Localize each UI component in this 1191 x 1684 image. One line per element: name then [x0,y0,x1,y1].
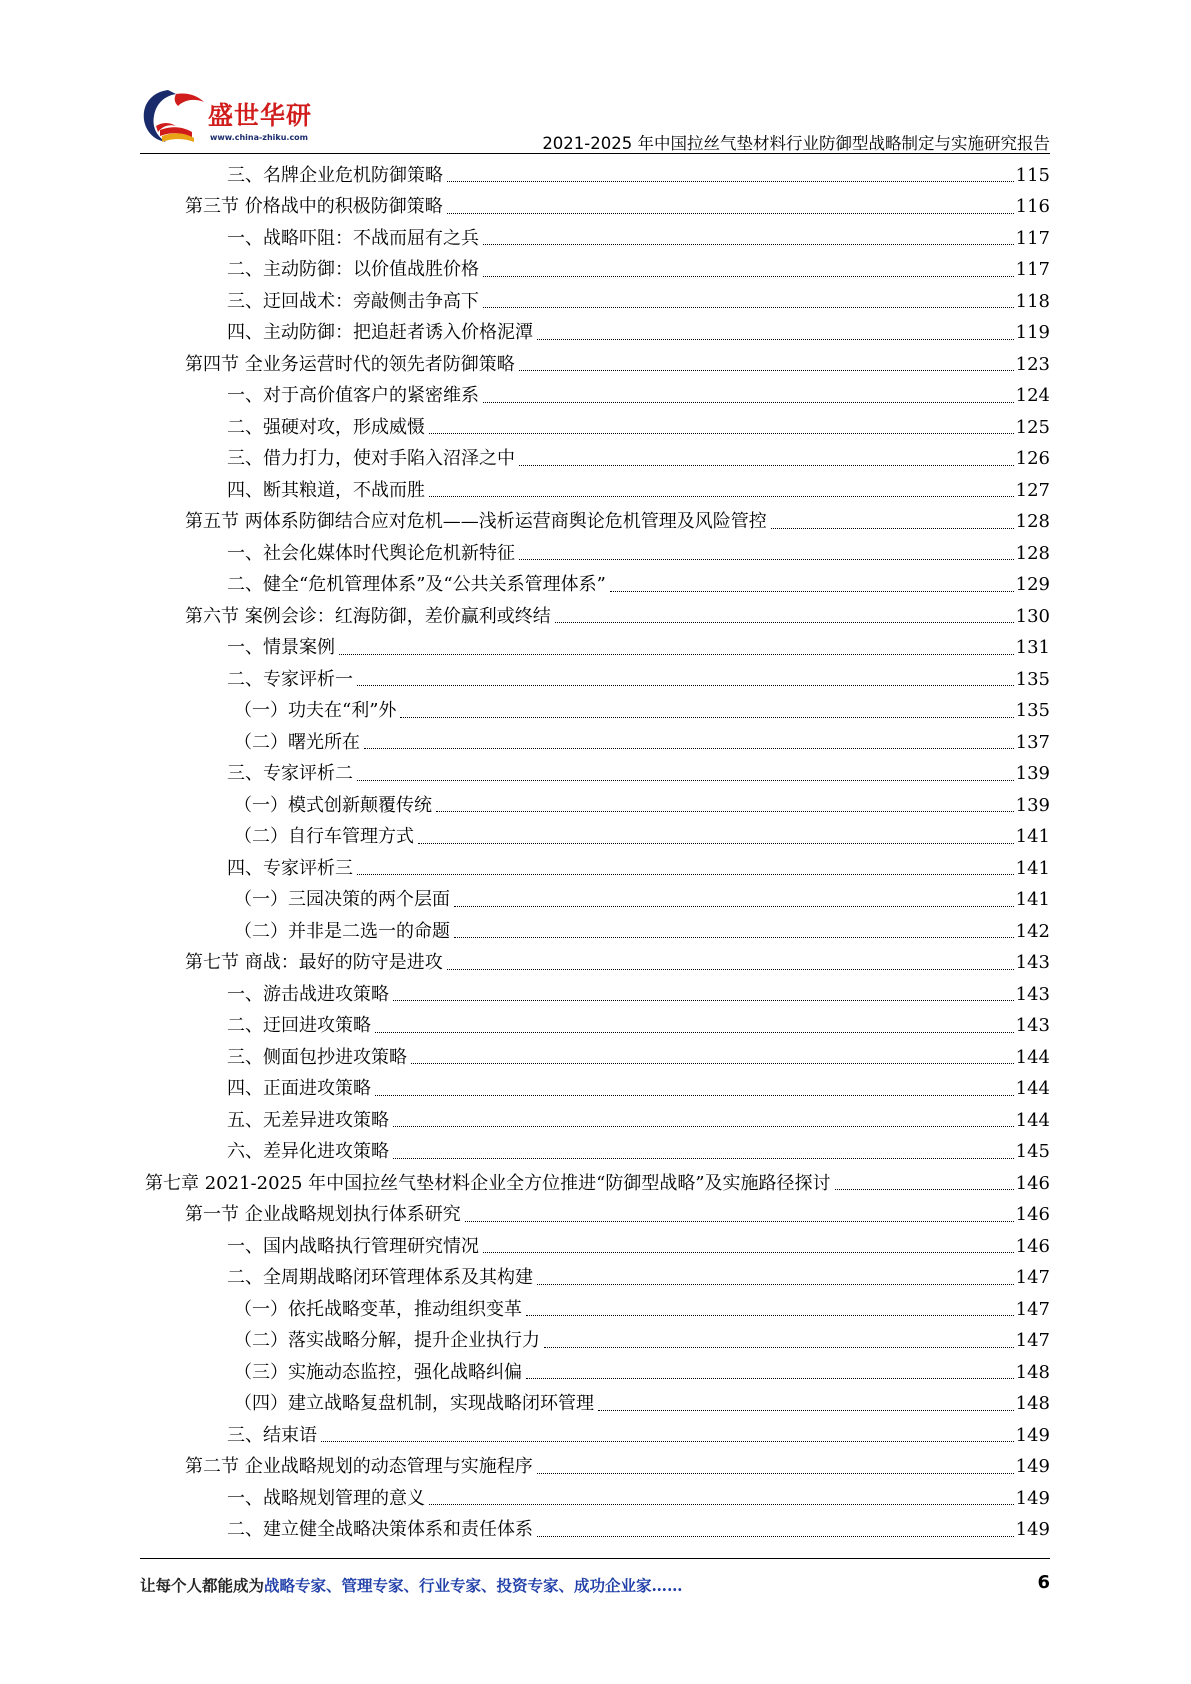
toc-entry-page: 144 [1015,1078,1050,1100]
toc-dot-leader [519,370,1014,371]
toc-entry[interactable] [145,223,1050,255]
toc-entry[interactable] [145,790,1050,822]
footer-slogan [140,1574,683,1596]
toc-dot-leader [447,181,1014,182]
toc-entry-label: 一、国内战略执行管理研究情况 [227,1235,479,1257]
toc-entry[interactable] [145,1105,1050,1137]
toc-dot-leader [610,591,1014,592]
toc-dot-leader [357,685,1014,686]
toc-entry-label: 二、健全“危机管理体系”及“公共关系管理体系” [227,574,606,596]
toc-dot-leader [393,1000,1014,1001]
toc-entry-page: 125 [1015,416,1050,438]
page-number: 6 [1037,1572,1050,1593]
toc-entry-page: 131 [1015,637,1050,659]
toc-entry-page: 144 [1015,1046,1050,1068]
toc-entry[interactable] [145,1074,1050,1106]
toc-entry-page: 126 [1015,448,1050,470]
footer-slogan-highlight: 战略专家、管理专家、行业专家、投资专家、成功企业家…… [264,1576,683,1595]
toc-dot-leader [447,213,1014,214]
toc-dot-leader [429,496,1014,497]
header-divider [140,153,1050,154]
toc-entry-label: 第六节 案例会诊：红海防御，差价赢利或终结 [185,605,551,627]
toc-dot-leader [447,969,1014,970]
toc-entry-page: 143 [1015,1015,1050,1037]
toc-entry-label: 二、建立健全战略决策体系和责任体系 [227,1519,533,1541]
toc-entry[interactable] [145,1263,1050,1295]
toc-entry-page: 141 [1015,857,1050,879]
toc-entry[interactable] [145,318,1050,350]
toc-entry[interactable] [145,381,1050,413]
toc-entry-label: （二）并非是二选一的命题 [234,920,450,942]
toc-entry-label: 三、结束语 [227,1424,317,1446]
toc-entry-label: 第三节 价格战中的积极防御策略 [185,196,443,218]
toc-entry-page: 148 [1015,1393,1050,1415]
toc-entry-page: 130 [1015,605,1050,627]
toc-entry-page: 137 [1015,731,1050,753]
toc-dot-leader [321,1441,1014,1442]
toc-dot-leader [357,780,1014,781]
toc-entry-page: 117 [1015,227,1050,249]
toc-dot-leader [375,1095,1014,1096]
toc-entry-page: 139 [1015,794,1050,816]
toc-entry-label: 三、借力打力，使对手陷入沼泽之中 [227,448,515,470]
toc-entry-label: 一、战略吓阻：不战而屈有之兵 [227,227,479,249]
toc-entry[interactable] [145,696,1050,728]
toc-entry-label: 三、侧面包抄进攻策略 [227,1046,407,1068]
toc-entry-page: 149 [1015,1424,1050,1446]
toc-dot-leader [526,1315,1014,1316]
toc-entry-label: 第七章 2021-2025 年中国拉丝气垫材料企业全方位推进“防御型战略”及实施路径探讨 [145,1172,831,1194]
toc-entry-page: 128 [1015,511,1050,533]
toc-entry-page: 149 [1015,1456,1050,1478]
toc-entry-page: 148 [1015,1361,1050,1383]
toc-entry-label: 一、社会化媒体时代舆论危机新特征 [227,542,515,564]
toc-entry-label: 一、战略规划管理的意义 [227,1487,425,1509]
toc-entry-page: 115 [1015,164,1050,186]
toc-entry[interactable] [145,475,1050,507]
toc-entry-page: 149 [1015,1487,1050,1509]
toc-entry-label: 三、名牌企业危机防御策略 [227,164,443,186]
toc-entry[interactable] [145,1389,1050,1421]
toc-entry-label: 四、专家评析三 [227,857,353,879]
toc-entry-page: 139 [1015,763,1050,785]
toc-entry[interactable] [145,853,1050,885]
toc-entry-page: 118 [1015,290,1050,312]
toc-dot-leader [598,1410,1014,1411]
toc-entry[interactable] [145,538,1050,570]
toc-entry[interactable] [145,286,1050,318]
toc-dot-leader [411,1063,1014,1064]
toc-entry-page: 147 [1015,1330,1050,1352]
toc-dot-leader [537,1473,1014,1474]
toc-entry-label: （一）功夫在“利”外 [234,700,397,722]
table-of-contents [145,160,1050,1546]
toc-dot-leader [454,906,1014,907]
toc-entry-label: 一、情景案例 [227,637,335,659]
toc-entry-label: 三、专家评析二 [227,763,353,785]
toc-entry[interactable] [145,255,1050,287]
toc-entry[interactable] [145,192,1050,224]
toc-entry-page: 142 [1015,920,1050,942]
toc-dot-leader [483,402,1014,403]
toc-entry-page: 149 [1015,1519,1050,1541]
toc-entry-page: 141 [1015,826,1050,848]
toc-entry-page: 147 [1015,1298,1050,1320]
toc-dot-leader [526,1378,1014,1379]
logo-emblem-icon [140,86,210,148]
logo-url: www.china-zhiku.com [210,133,309,142]
report-title: 2021-2025 年中国拉丝气垫材料行业防御型战略制定与实施研究报告 [542,134,1050,153]
toc-entry[interactable] [145,1420,1050,1452]
toc-entry[interactable] [145,1483,1050,1515]
toc-entry-label: （二）曙光所在 [234,731,360,753]
toc-dot-leader [537,1284,1014,1285]
toc-dot-leader [339,654,1014,655]
toc-dot-leader [483,1252,1014,1253]
toc-entry-label: （四）建立战略复盘机制，实现战略闭环管理 [234,1393,594,1415]
toc-entry-label: 第五节 两体系防御结合应对危机——浅析运营商舆论危机管理及风险管控 [185,511,767,533]
toc-entry-label: 二、专家评析一 [227,668,353,690]
toc-dot-leader [537,339,1014,340]
toc-entry-label: （二）落实战略分解，提升企业执行力 [234,1330,540,1352]
toc-entry[interactable] [145,412,1050,444]
toc-entry-label: 二、强硬对攻，形成威慑 [227,416,425,438]
toc-entry-page: 143 [1015,952,1050,974]
toc-entry-label: 第四节 全业务运营时代的领先者防御策略 [185,353,515,375]
toc-dot-leader [454,937,1014,938]
toc-entry-label: （三）实施动态监控，强化战略纠偏 [234,1361,522,1383]
toc-dot-leader [357,874,1014,875]
toc-entry[interactable] [145,822,1050,854]
toc-entry-label: （一）依托战略变革，推动组织变革 [234,1298,522,1320]
toc-dot-leader [835,1189,1014,1190]
toc-entry-label: 二、迂回进攻策略 [227,1015,371,1037]
toc-dot-leader [364,748,1014,749]
toc-dot-leader [429,1504,1014,1505]
toc-dot-leader [483,244,1014,245]
toc-entry[interactable] [145,601,1050,633]
toc-dot-leader [429,433,1014,434]
toc-entry[interactable] [145,1326,1050,1358]
toc-entry[interactable] [145,948,1050,980]
toc-entry-label: 六、差异化进攻策略 [227,1141,389,1163]
toc-entry-label: 四、断其粮道，不战而胜 [227,479,425,501]
toc-entry-page: 135 [1015,668,1050,690]
toc-dot-leader [483,307,1014,308]
page-footer [140,1572,1050,1600]
toc-entry-label: 五、无差异进攻策略 [227,1109,389,1131]
toc-dot-leader [519,465,1014,466]
toc-entry-page: 144 [1015,1109,1050,1131]
toc-entry-page: 146 [1015,1172,1050,1194]
footer-slogan-prefix: 让每个人都能成为 [140,1576,265,1595]
toc-dot-leader [393,1158,1014,1159]
toc-entry-label: 第二节 企业战略规划的动态管理与实施程序 [185,1456,533,1478]
toc-entry[interactable] [145,1168,1050,1200]
toc-dot-leader [436,811,1014,812]
toc-entry-label: 二、主动防御：以价值战胜价格 [227,259,479,281]
toc-entry-page: 119 [1015,322,1050,344]
toc-entry-page: 117 [1015,259,1050,281]
toc-entry-page: 127 [1015,479,1050,501]
toc-entry[interactable] [145,885,1050,917]
toc-dot-leader [544,1347,1014,1348]
toc-entry-label: 四、正面进攻策略 [227,1078,371,1100]
toc-entry[interactable] [145,1042,1050,1074]
toc-entry-page: 124 [1015,385,1050,407]
toc-entry-label: 二、全周期战略闭环管理体系及其构建 [227,1267,533,1289]
toc-entry-label: 第七节 商战：最好的防守是进攻 [185,952,443,974]
toc-entry-label: （一）模式创新颠覆传统 [234,794,432,816]
toc-dot-leader [483,276,1014,277]
toc-entry-label: 第一节 企业战略规划执行体系研究 [185,1204,461,1226]
toc-entry[interactable] [145,664,1050,696]
toc-dot-leader [400,717,1013,718]
toc-dot-leader [465,1221,1014,1222]
toc-entry-page: 143 [1015,983,1050,1005]
toc-entry-page: 128 [1015,542,1050,564]
company-logo [140,86,320,146]
toc-dot-leader [418,843,1014,844]
toc-entry-page: 135 [1015,700,1050,722]
toc-entry-page: 147 [1015,1267,1050,1289]
toc-entry-label: 一、游击战进攻策略 [227,983,389,1005]
toc-dot-leader [375,1032,1014,1033]
toc-dot-leader [519,559,1014,560]
toc-entry-page: 145 [1015,1141,1050,1163]
page-header [140,80,1050,160]
toc-entry[interactable] [145,1452,1050,1484]
toc-entry-page: 129 [1015,574,1050,596]
toc-entry[interactable] [145,1294,1050,1326]
toc-entry-label: 一、对于高价值客户的紧密维系 [227,385,479,407]
toc-dot-leader [393,1126,1014,1127]
toc-dot-leader [771,528,1014,529]
toc-dot-leader [555,622,1014,623]
toc-entry[interactable] [145,507,1050,539]
toc-entry-label: 四、主动防御：把追赶者诱入价格泥潭 [227,322,533,344]
toc-entry[interactable] [145,759,1050,791]
toc-entry-label: （二）自行车管理方式 [234,826,414,848]
toc-entry[interactable] [145,1011,1050,1043]
toc-entry[interactable] [145,727,1050,759]
toc-entry[interactable] [145,444,1050,476]
toc-entry-page: 146 [1015,1204,1050,1226]
toc-entry[interactable] [145,633,1050,665]
toc-entry[interactable] [145,1200,1050,1232]
toc-entry-label: 三、迂回战术：旁敲侧击争高下 [227,290,479,312]
toc-entry[interactable] [145,349,1050,381]
footer-divider [140,1558,1050,1559]
toc-dot-leader [537,1536,1014,1537]
toc-entry-label: （一）三园决策的两个层面 [234,889,450,911]
toc-entry[interactable] [145,1137,1050,1169]
toc-entry-page: 123 [1015,353,1050,375]
toc-entry[interactable] [145,1231,1050,1263]
toc-entry[interactable] [145,1357,1050,1389]
logo-text: 盛世华研 [208,101,313,130]
toc-entry[interactable] [145,570,1050,602]
toc-entry[interactable] [145,916,1050,948]
toc-entry[interactable] [145,160,1050,192]
toc-entry[interactable] [145,979,1050,1011]
toc-entry-page: 146 [1015,1235,1050,1257]
toc-entry-page: 116 [1015,196,1050,218]
toc-entry[interactable] [145,1515,1050,1547]
toc-entry-page: 141 [1015,889,1050,911]
